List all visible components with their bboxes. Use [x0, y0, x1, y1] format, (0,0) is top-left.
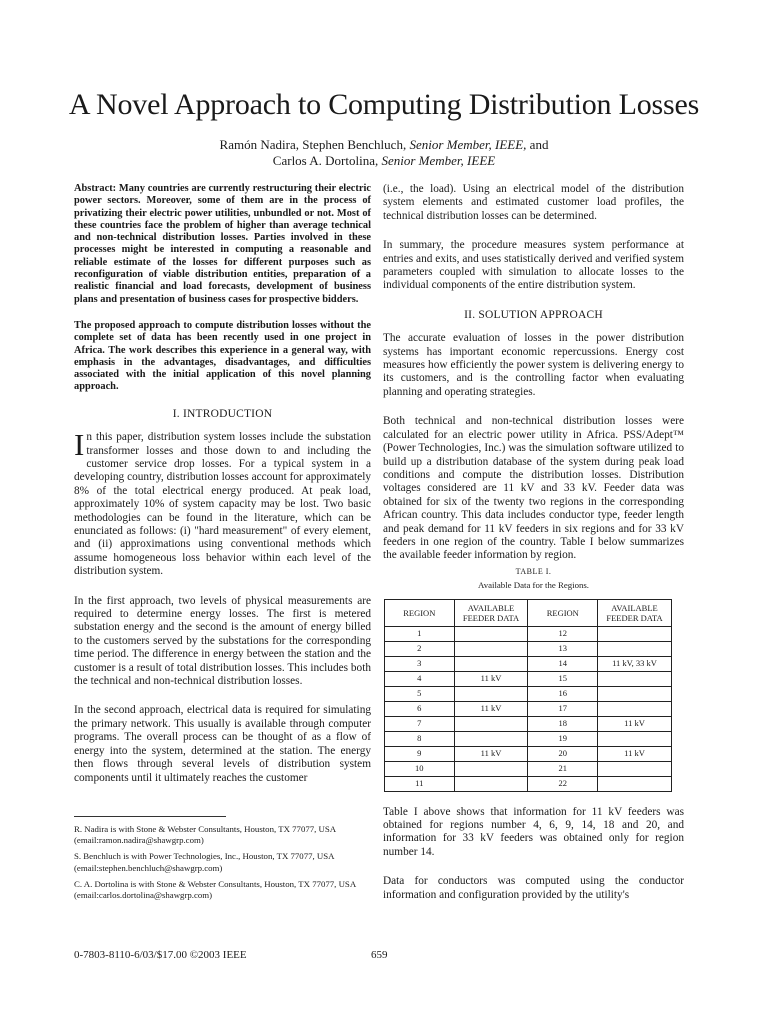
abstract-paragraph-1: Abstract: Many countries are currently restructuring their electric power sectors. Moreover, some of them are in the process of privatizing their electric power utilities, unbundled or not. Most of these countries face the problem of higher than average technical and non-technical distribution losses. Parties involved in these processes might be interested in computing a reasonable and reliable estimate of the losses for different purposes such as reconfiguration of viable distribution entities, preparation of a realistic financial and load forecasts, development of business plans and presentation of business cases for prospective bidders.	[74, 183, 371, 305]
table-cell-region: 22	[528, 776, 598, 791]
right-paragraph-4: Both technical and non-technical distribution losses were calculated for an electric power utility in Africa. PSS/Adept™ (Power Technologies, Inc.) was the simulation software utilized to build up a distribution database of the system during peak load conditions and compute the distribution losses. Distribution voltages considered are 11 kV and 33 kV. Feeder data was obtained for six of the twenty two regions in the corresponding African country. This data includes conductor type, feeder length and peak demand for 11 kV feeders in six regions and for 33 kV feeders in one region of the country. Table I below summarizes the available feeder information by region.	[383, 415, 684, 562]
footnote-3: C. A. Dortolina is with Stone & Webster Consultants, Houston, TX 77077, USA (email:carlos.dortolina@shawgrp.com)	[74, 878, 356, 901]
table-cell-region: 3	[385, 656, 455, 671]
page-number: 659	[371, 949, 388, 961]
author-names-1: Ramón Nadira, Stephen Benchluch,	[219, 137, 407, 152]
table-body	[385, 626, 672, 791]
table-cell-feeder-data	[454, 656, 528, 671]
intro-paragraph-2: In the first approach, two levels of physical measurements are required to determine energy losses. The first is metered substation energy and the second is the amount of energy billed to the customers served by the substations for the corresponding time period. The difference in energy between the station and the customer is a result of total distribution losses. This includes both the technical and non-technical distribution losses.	[74, 594, 371, 688]
table-header-feeder-data-1: AVAILABLE FEEDER DATA	[454, 599, 528, 626]
section-heading-introduction: I. INTRODUCTION	[172, 407, 273, 420]
table-cell-feeder-data	[598, 776, 672, 791]
regions-table	[384, 599, 672, 792]
intro-paragraph-1	[74, 427, 371, 578]
table-cell-region: 5	[385, 686, 455, 701]
footnote-2: S. Benchluch is with Power Technologies, Inc., Houston, TX 77077, USA (email:stephen.benchluch@shawgrp.com)	[74, 851, 335, 873]
table-cell-region: 1	[385, 626, 455, 641]
table-row	[385, 671, 672, 686]
table-cell-feeder-data	[454, 731, 528, 746]
table-cell-feeder-data: 11 kV, 33 kV	[598, 656, 672, 671]
paper-title: A Novel Approach to Computing Distribution Losses	[68, 88, 700, 121]
table-header-row	[385, 599, 672, 626]
table-cell-region: 18	[528, 716, 598, 731]
table-header-region-2: REGION	[528, 599, 598, 626]
table-cell-feeder-data: 11 kV	[454, 671, 528, 686]
table-cell-feeder-data	[454, 776, 528, 791]
table-row	[385, 701, 672, 716]
table-cell-region: 21	[528, 761, 598, 776]
table-label: TABLE I.	[515, 566, 552, 576]
table-row	[385, 716, 672, 731]
footer-copyright: 0-7803-8110-6/03/$17.00 ©2003 IEEE	[74, 949, 247, 961]
abstract	[74, 183, 371, 394]
footnotes	[74, 824, 371, 906]
table-cell-region: 6	[385, 701, 455, 716]
author-conj: and	[529, 137, 549, 152]
author-role-1: Senior Member, IEEE,	[409, 137, 527, 152]
table-row	[385, 761, 672, 776]
table-cell-region: 20	[528, 746, 598, 761]
table-cell-region: 4	[385, 671, 455, 686]
right-paragraph-2: In summary, the procedure measures system performance at entries and exits, and uses statistically derived and verified system parameters coupled with simulation to allocate losses to the individual components of the entire distribution system.	[383, 239, 684, 292]
intro-paragraph-3: In the second approach, electrical data is required for simulating the primary network. This usually is available through computer programs. The overall process can be thought of as a flow of energy into the system, determined at the station. The energy then flows through several levels of distribution system components until it ultimately reaches the customer	[74, 704, 371, 784]
table-cell-region: 9	[385, 746, 455, 761]
table-cell-region: 2	[385, 641, 455, 656]
table-cell-region: 17	[528, 701, 598, 716]
table-cell-feeder-data: 11 kV	[454, 701, 528, 716]
section-heading-solution: II. SOLUTION APPROACH	[464, 308, 603, 321]
table-cell-feeder-data	[598, 641, 672, 656]
footnote-rule	[74, 816, 226, 817]
table-cell-feeder-data	[598, 701, 672, 716]
table-row	[385, 656, 672, 671]
table-cell-region: 19	[528, 731, 598, 746]
table-cell-region: 12	[528, 626, 598, 641]
table-cell-feeder-data: 11 kV	[598, 716, 672, 731]
table-cell-region: 11	[385, 776, 455, 791]
table-row	[385, 776, 672, 791]
table-row	[385, 731, 672, 746]
table-cell-feeder-data	[454, 641, 528, 656]
left-column	[74, 183, 371, 801]
table-cell-feeder-data	[598, 731, 672, 746]
right-paragraph-6: Data for conductors was computed using the conductor information and configuration provided by the utility's	[383, 875, 684, 901]
table-row	[385, 746, 672, 761]
intro-paragraph-1-text: n this paper, distribution system losses include the substation transformer losses and those down to and including the customer service drop losses. For a typical system in a developing country, distribution losses account for approximately 8% of the total electrical energy produced. At peak load, approximately 10% of system capacity may be lost. Two basic methodologies can be found in the literature, which can be enunciated as follows: (i) "hard measurement" of every element, and (ii) approximations using conventional methods which assume homogeneous loss behavior within each level of the distribution system.	[74, 431, 371, 578]
table-title: Available Data for the Regions.	[478, 580, 589, 591]
table-cell-region: 15	[528, 671, 598, 686]
right-column	[383, 183, 684, 918]
table-cell-feeder-data	[598, 761, 672, 776]
table-cell-region: 14	[528, 656, 598, 671]
table-cell-feeder-data	[598, 671, 672, 686]
footnote-1: R. Nadira is with Stone & Webster Consultants, Houston, TX 77077, USA (email:ramon.nadira@shawgrp.com)	[74, 824, 336, 846]
table-cell-feeder-data	[454, 761, 528, 776]
right-paragraph-1: (i.e., the load). Using an electrical model of the distribution system elements and estimated customer load profiles, the technical distribution losses can be determined.	[383, 183, 684, 222]
table-cell-feeder-data	[598, 686, 672, 701]
table-cell-feeder-data: 11 kV	[598, 746, 672, 761]
table-cell-feeder-data	[454, 626, 528, 641]
table-cell-feeder-data: 11 kV	[454, 746, 528, 761]
author-block	[0, 137, 768, 169]
abstract-paragraph-2: The proposed approach to compute distribution losses without the complete set of data has been recently used in one project in Africa. The work describes this experience in a general way, with emphasis in the advantages, disadvantages, and difficulties associated with the initial application of this novel planning approach.	[74, 319, 371, 393]
right-paragraph-3: The accurate evaluation of losses in the power distribution systems has important economic repercussions. Energy cost measures how efficiently the power system is delivering energy to its customers, and is the controlling factor when evaluating planning and operating strategies.	[383, 332, 684, 398]
table-cell-feeder-data	[454, 716, 528, 731]
author-role-2: Senior Member, IEEE	[381, 153, 496, 168]
table-cell-feeder-data	[598, 626, 672, 641]
table-cell-region: 13	[528, 641, 598, 656]
right-paragraph-5: Table I above shows that information for 11 kV feeders was obtained for regions number 4, 6, 9, 14, 18 and 20, and information for 33 kV feeders was obtained only for region number 14.	[383, 805, 684, 858]
table-cell-region: 7	[385, 716, 455, 731]
drop-cap: I	[74, 427, 85, 463]
author-line-2	[0, 153, 768, 169]
author-line-1	[0, 137, 768, 153]
table-cell-region: 10	[385, 761, 455, 776]
table-cell-region: 8	[385, 731, 455, 746]
table-header-region-1: REGION	[385, 599, 455, 626]
table-cell-feeder-data	[454, 686, 528, 701]
table-row	[385, 641, 672, 656]
table-row	[385, 686, 672, 701]
table-header-feeder-data-2: AVAILABLE FEEDER DATA	[598, 599, 672, 626]
author-names-2: Carlos A. Dortolina,	[272, 153, 379, 168]
table-row	[385, 626, 672, 641]
table-cell-region: 16	[528, 686, 598, 701]
